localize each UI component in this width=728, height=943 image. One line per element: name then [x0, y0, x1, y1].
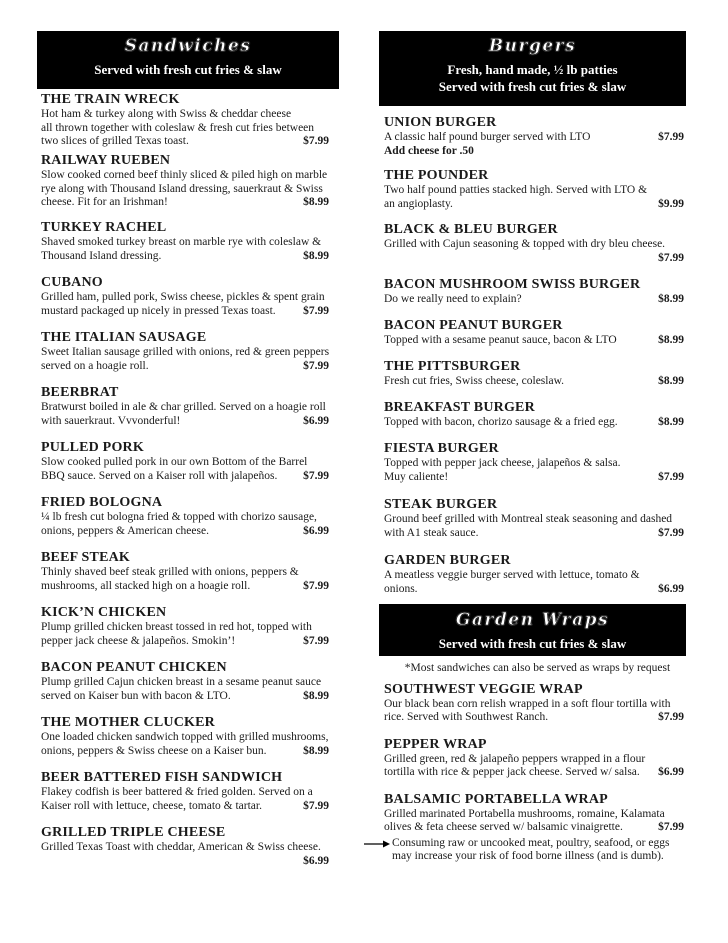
item-description-line	[41, 196, 339, 210]
item-description-line: A meatless veggie burger served with lettuce, tomato &	[384, 569, 640, 581]
item-name: CUBANO	[41, 275, 103, 290]
item-description-line: rye along with Thousand Island dressing, sauerkraut & Swiss	[41, 182, 323, 195]
item-description-text: onions, peppers & American cheese.	[41, 524, 209, 537]
item-price: $7.99	[658, 821, 684, 833]
item-name: THE TRAIN WRECK	[41, 92, 180, 107]
item-description-line: Grilled with Cajun seasoning & topped with dry bleu cheese.	[384, 238, 666, 250]
menu-item	[384, 497, 684, 553]
item-description-line: Two half pound patties stacked high. Served with LTO &	[384, 184, 648, 196]
item-description-line: Flakey codfish is beer battered & fried golden. Served on a	[41, 786, 313, 798]
item-description-line	[41, 470, 339, 484]
item-name: THE POUNDER	[384, 168, 489, 183]
item-name: PEPPER WRAP	[384, 736, 487, 752]
item-description-text: Topped with bacon, chorizo sausage & a fried egg.	[384, 416, 618, 428]
menu-item	[384, 792, 684, 835]
item-name: GRILLED TRIPLE CHEESE	[41, 825, 226, 840]
item-name: BEER BATTERED FISH SANDWICH	[41, 770, 283, 785]
item-description-text: onions, peppers & Swiss cheese on a Kaiser bun.	[41, 744, 267, 757]
item-description-line: all thrown together with coleslaw & fresh cut fries between	[41, 121, 315, 134]
menu-item	[384, 222, 684, 277]
item-description-line: Grilled marinated Portabella mushrooms, romaine, Kalamata	[384, 807, 665, 820]
item-description-text: Fresh cut fries, Swiss cheese, coleslaw.	[384, 375, 565, 387]
menu-item	[41, 385, 339, 440]
sandwiches-subtitle: Served with fresh cut fries & slaw	[94, 62, 282, 77]
menu-item	[384, 168, 684, 222]
item-description-text: Kaiser roll with lettuce, cheese, tomato & tartar.	[41, 799, 262, 812]
item-price: $8.99	[658, 375, 684, 387]
item-description-line: Plump grilled Cajun chicken breast in a sesame peanut sauce	[41, 676, 322, 688]
menu-item	[41, 715, 339, 770]
item-description-line: One loaded chicken sandwich topped with grilled mushrooms,	[41, 731, 329, 743]
item-price: $7.99	[303, 359, 329, 372]
item-price: $8.99	[658, 293, 684, 305]
menu-item	[384, 553, 684, 604]
menu-item	[41, 770, 339, 825]
item-name: RAILWAY RUEBEN	[41, 153, 171, 168]
item-description-line: Hot ham & turkey along with Swiss & cheddar cheese	[41, 108, 292, 120]
item-description-line	[384, 583, 684, 597]
item-price: $7.99	[658, 470, 684, 483]
item-description-text: two slices of grilled Texas toast.	[41, 135, 189, 147]
menu-item	[41, 495, 339, 550]
menu-item	[41, 92, 339, 153]
arrow-right-icon	[364, 839, 390, 849]
item-description-line	[41, 525, 339, 539]
item-description-line	[384, 766, 684, 780]
warning-line: may increase your risk of food borne illness (and is dumb).	[392, 850, 664, 862]
sandwich-list	[37, 92, 339, 875]
item-price: $8.99	[658, 416, 684, 428]
item-description-line: Bratwurst boiled in ale & char grilled. Served on a hoagie roll	[41, 401, 326, 413]
item-description-line	[41, 745, 339, 759]
item-description-text: onions.	[384, 582, 418, 595]
burgers-title: Burgers	[488, 36, 577, 56]
item-description-line	[384, 375, 684, 389]
item-name: KICK’N CHICKEN	[41, 605, 167, 620]
menu-item	[41, 330, 339, 385]
warning-line: Consuming raw or uncooked meat, poultry, seafood, or eggs	[392, 836, 670, 849]
item-description-text: Thousand Island dressing.	[41, 249, 162, 262]
menu-item	[384, 400, 684, 441]
item-description-line	[41, 135, 339, 149]
menu-item	[384, 277, 684, 318]
item-description-text: cheese. Fit for an Irishman!	[41, 196, 168, 208]
burger-list	[379, 115, 684, 604]
item-name: THE PITTSBURGER	[384, 359, 521, 374]
item-price: $7.99	[303, 634, 329, 647]
item-description-line	[41, 800, 339, 814]
item-description-text: served on a hoagie roll.	[41, 359, 149, 372]
sandwiches-banner	[37, 31, 339, 89]
item-name: BEERBRAT	[41, 385, 119, 400]
menu-item	[41, 550, 339, 605]
item-name: BACON MUSHROOM SWISS BURGER	[384, 277, 641, 292]
item-description-text: rice. Served with Southwest Ranch.	[384, 711, 549, 723]
item-description-line: Grilled Texas Toast with cheddar, American & Swiss cheese.	[41, 841, 321, 853]
item-name: BREAKFAST BURGER	[384, 400, 535, 415]
item-description-line	[384, 334, 684, 348]
item-description-text: served on Kaiser bun with bacon & LTO.	[41, 689, 231, 702]
item-price: $7.99	[303, 579, 329, 592]
item-price: $8.99	[303, 196, 329, 208]
wraps-subtitle: Served with fresh cut fries & slaw	[438, 636, 627, 651]
item-price: $8.99	[303, 689, 329, 702]
item-description-text: an angioplasty.	[384, 197, 453, 210]
menu-item	[41, 153, 339, 220]
item-description-text: pepper jack cheese & jalapeños. Smokin’!	[41, 634, 236, 647]
item-price: $7.99	[658, 131, 684, 143]
item-description-line	[41, 580, 339, 594]
item-description-line: Our black bean corn relish wrapped in a soft flour tortilla with	[384, 697, 671, 710]
item-price: $7.99	[303, 304, 329, 317]
item-name: FIESTA BURGER	[384, 441, 499, 456]
item-description-line	[41, 250, 339, 264]
item-description-line	[41, 360, 339, 374]
item-name: SOUTHWEST VEGGIE WRAP	[384, 681, 583, 697]
item-description-text: with sauerkraut. Vvvonderful!	[41, 414, 181, 427]
item-description-line: Shaved smoked turkey breast on marble rye with coleslaw &	[41, 236, 322, 248]
item-description-line	[384, 416, 684, 430]
item-name: UNION BURGER	[384, 115, 497, 130]
menu-item	[384, 359, 684, 400]
item-description-line	[41, 690, 339, 704]
item-description-line: Sweet Italian sausage grilled with onions, red & green peppers	[41, 346, 330, 358]
wraps-title: Garden Wraps	[455, 610, 610, 630]
item-description-text: with A1 steak sauce.	[384, 526, 479, 539]
item-name: BALSAMIC PORTABELLA WRAP	[384, 791, 608, 807]
item-price: $9.99	[658, 197, 684, 210]
item-description-line: Slow cooked pulled pork in our own Bottom of the Barrel	[41, 456, 308, 468]
item-price: $7.99	[303, 469, 329, 482]
item-name: BACON PEANUT CHICKEN	[41, 660, 227, 675]
item-price: $6.99	[303, 414, 329, 427]
item-description-text: Muy caliente!	[384, 470, 449, 483]
item-name: PULLED PORK	[41, 440, 144, 455]
item-description-line: Grilled green, red & jalapeño peppers wrapped in a flour	[384, 752, 646, 765]
item-description-line	[384, 198, 684, 212]
item-name: FRIED BOLOGNA	[41, 495, 163, 510]
item-price: $7.99	[303, 135, 329, 147]
item-description-text: A classic half pound burger served with LTO	[384, 131, 591, 143]
menu-item	[41, 220, 339, 275]
burgers-column	[379, 31, 686, 864]
item-description-line: Topped with pepper jack cheese, jalapeños & salsa.	[384, 457, 621, 469]
sandwiches-title: Sandwiches	[124, 36, 252, 56]
item-description-text: mushrooms, all stacked high on a hoagie roll.	[41, 579, 251, 592]
item-description-line: Ground beef grilled with Montreal steak seasoning and dashed	[384, 513, 673, 525]
item-name: BEEF STEAK	[41, 550, 131, 565]
burgers-banner	[379, 31, 686, 106]
item-description-line	[384, 471, 684, 485]
menu-item	[41, 605, 339, 660]
menu-item	[384, 318, 684, 359]
food-safety-warning	[384, 837, 684, 864]
item-description-line: Grilled ham, pulled pork, Swiss cheese, pickles & spent grain	[41, 291, 325, 303]
item-name: BACON PEANUT BURGER	[384, 318, 563, 333]
item-description-line	[384, 293, 684, 307]
item-name: THE MOTHER CLUCKER	[41, 715, 215, 730]
item-price: $8.99	[303, 744, 329, 757]
item-price: $7.99	[658, 711, 684, 723]
wraps-note: *Most sandwiches can also be served as wraps by request	[404, 662, 671, 674]
item-description-line	[41, 415, 339, 429]
item-name: GARDEN BURGER	[384, 553, 511, 568]
item-description-line	[384, 711, 684, 725]
menu-item	[384, 682, 684, 737]
item-description-text: tortilla with rice & pepper jack cheese. Served w/ salsa.	[384, 766, 640, 778]
item-description-line: Plump grilled chicken breast tossed in red hot, topped with	[41, 621, 312, 633]
burgers-subtitle: Fresh, hand made, ½ lb patties	[447, 62, 618, 77]
item-description-text: olives & feta cheese served w/ balsamic vinaigrette.	[384, 821, 623, 833]
item-price: $6.99	[658, 582, 684, 595]
item-name: BLACK & BLEU BURGER	[384, 222, 558, 237]
item-price: $8.99	[658, 334, 684, 346]
item-description-line	[384, 131, 684, 145]
item-name: TURKEY RACHEL	[41, 220, 167, 235]
item-name: THE ITALIAN SAUSAGE	[41, 330, 207, 345]
sandwiches-column	[37, 31, 339, 875]
item-price: $6.99	[658, 766, 684, 778]
menu-item	[41, 660, 339, 715]
item-extra: Add cheese for .50	[384, 144, 474, 157]
wrap-list	[379, 682, 684, 864]
menu-item	[41, 825, 339, 875]
menu-item	[384, 115, 684, 168]
menu-item	[384, 737, 684, 792]
item-description-text: Topped with a sesame peanut sauce, bacon & LTO	[384, 334, 617, 346]
item-description-text: BBQ sauce. Served on a Kaiser roll with jalapeños.	[41, 469, 278, 482]
wraps-banner	[379, 604, 686, 656]
item-description-line	[41, 305, 339, 319]
item-description-line	[41, 635, 339, 649]
item-description-line	[384, 527, 684, 541]
item-description-line: ¼ lb fresh cut bologna fried & topped with chorizo sausage,	[41, 511, 317, 523]
item-name: STEAK BURGER	[384, 497, 498, 512]
item-description-line: Slow cooked corned beef thinly sliced & piled high on marble	[41, 169, 328, 181]
menu-item	[41, 275, 339, 330]
item-price: $6.99	[303, 524, 329, 537]
item-price: $6.99	[303, 854, 329, 867]
item-description-line: Thinly shaved beef steak grilled with onions, peppers &	[41, 566, 299, 578]
item-description-line	[384, 821, 684, 835]
item-price: $7.99	[658, 526, 684, 539]
item-price: $8.99	[303, 249, 329, 262]
burgers-subtitle-2: Served with fresh cut fries & slaw	[438, 79, 627, 94]
item-price: $7.99	[303, 799, 329, 812]
item-description-text: mustard packaged up nicely in pressed Texas toast.	[41, 304, 276, 317]
item-description-text: Do we really need to explain?	[384, 293, 522, 305]
item-price: $7.99	[658, 251, 684, 264]
menu-item	[384, 441, 684, 497]
menu-item	[41, 440, 339, 495]
